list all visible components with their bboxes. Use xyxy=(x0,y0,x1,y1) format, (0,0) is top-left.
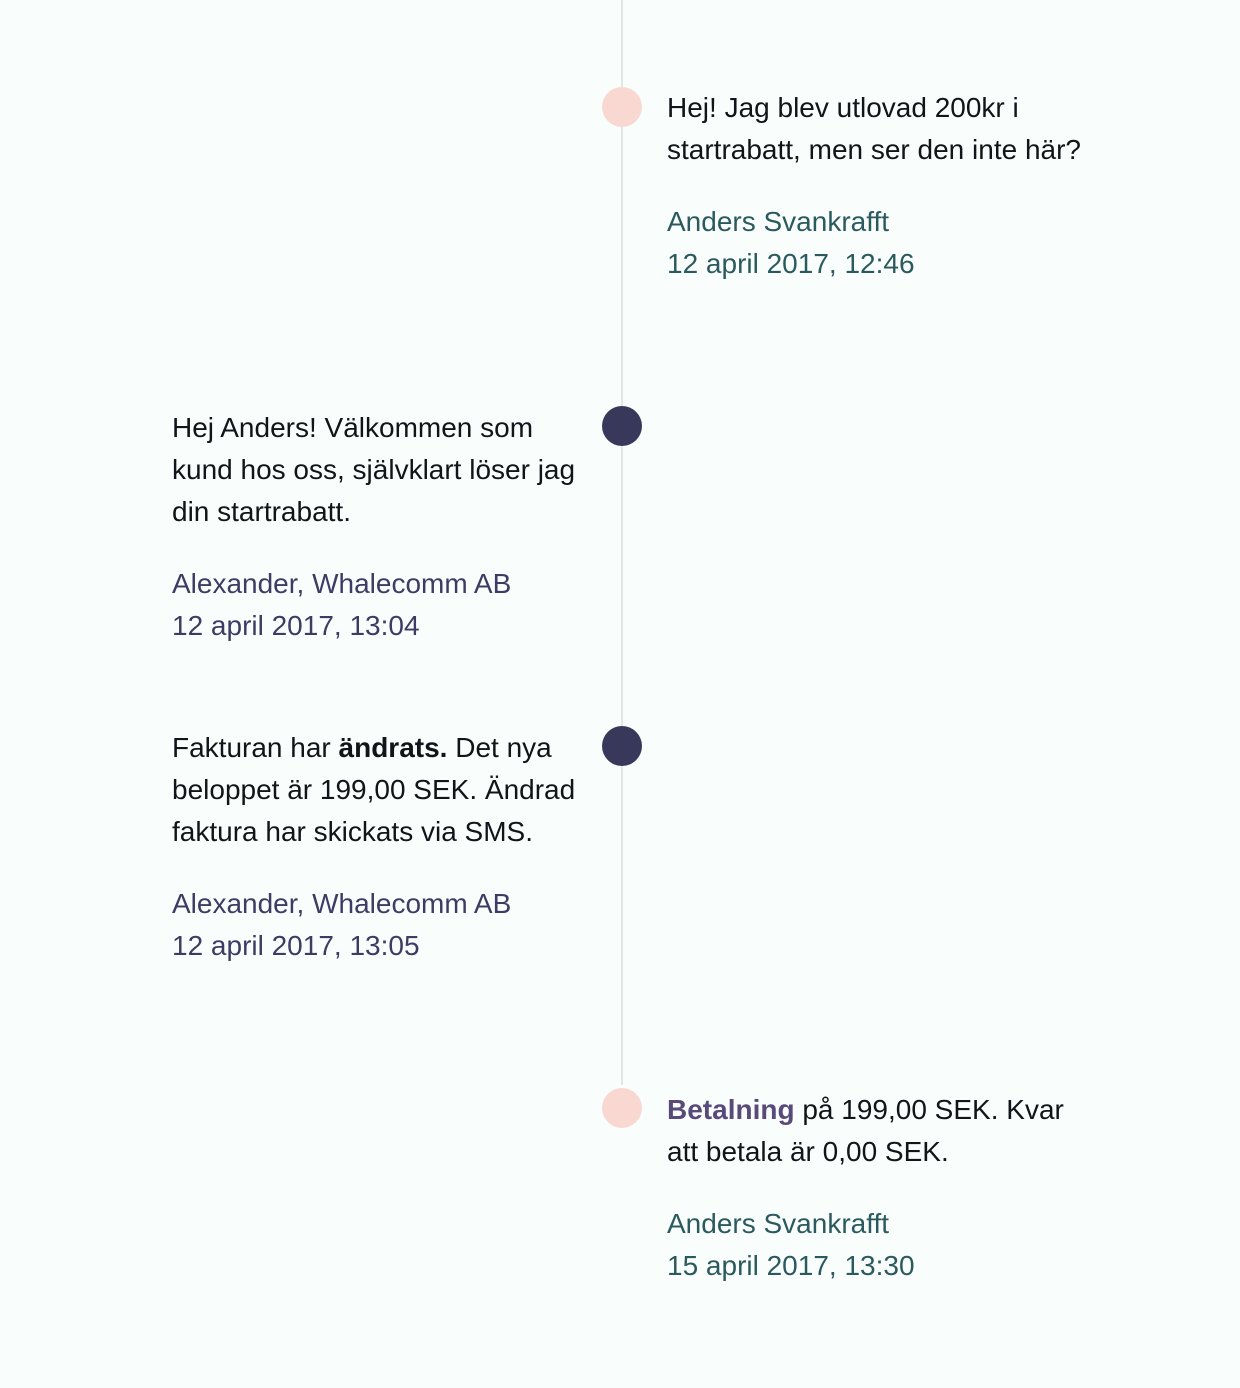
timeline-entry-customer xyxy=(667,1089,1087,1287)
message-meta xyxy=(172,563,582,647)
message-text: Hej! Jag blev utlovad 200kr i startrabatt, men ser den inte här? xyxy=(667,92,1081,165)
timestamp: 12 april 2017, 12:46 xyxy=(667,248,915,279)
timeline-entry-customer xyxy=(667,87,1087,285)
author-name: Alexander, Whalecomm AB xyxy=(172,568,512,599)
author-name: Alexander, Whalecomm AB xyxy=(172,888,512,919)
message-text-bold: ändrats. xyxy=(338,732,448,763)
message-text-pre: Fakturan har xyxy=(172,732,339,763)
message-text-post: på 199,00 SEK. Kvar att betala är 0,00 SEK. xyxy=(667,1094,1064,1167)
message-text-post: Det nya beloppet är 199,00 SEK. Ändrad faktura har skickats via SMS. xyxy=(172,732,576,847)
payment-link[interactable]: Betalning xyxy=(667,1094,795,1125)
timestamp: 12 april 2017, 13:05 xyxy=(172,930,420,961)
message-text: Hej Anders! Välkommen som kund hos oss, självklart löser jag din startrabatt. xyxy=(172,412,576,527)
customer-dot-icon xyxy=(602,1088,642,1128)
timeline-entry-company xyxy=(172,407,582,647)
message-text xyxy=(172,727,582,853)
author-name: Anders Svankrafft xyxy=(667,1208,890,1239)
author-name: Anders Svankrafft xyxy=(667,206,890,237)
company-dot-icon xyxy=(602,726,642,766)
timeline-line xyxy=(621,0,623,1085)
message-text xyxy=(667,1089,1087,1173)
customer-dot-icon xyxy=(602,87,642,127)
message-meta xyxy=(667,201,1087,285)
timeline-entry-company xyxy=(172,727,582,967)
timestamp: 12 april 2017, 13:04 xyxy=(172,610,420,641)
message-meta xyxy=(172,883,582,967)
company-dot-icon xyxy=(602,406,642,446)
message-meta xyxy=(667,1203,1087,1287)
timestamp: 15 april 2017, 13:30 xyxy=(667,1250,915,1281)
